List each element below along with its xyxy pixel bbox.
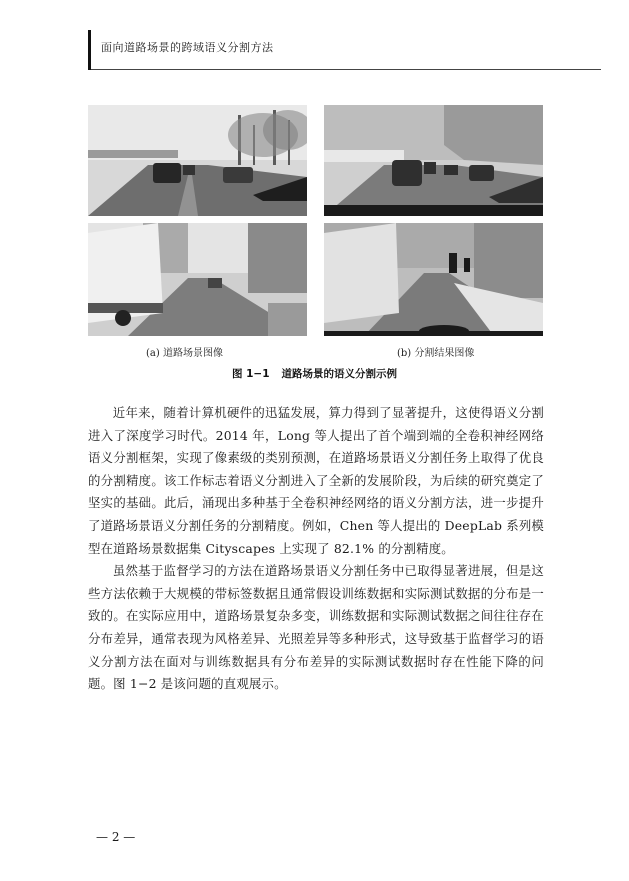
subcaption-a: (a) 道路场景图像 — [146, 348, 223, 359]
figure-caption — [0, 366, 629, 381]
body-text — [88, 402, 544, 696]
page-number: — 2 — — [96, 830, 136, 844]
road-scene-image-2 — [88, 223, 307, 336]
running-header-title: 面向道路场景的跨域语义分割方法 — [101, 41, 274, 54]
figure-caption-number: 图 1−1 — [231, 368, 270, 380]
subcaption-b: (b) 分割结果图像 — [397, 348, 475, 359]
segmentation-result-image-1 — [324, 105, 543, 216]
running-header — [88, 30, 561, 70]
paragraph: 近年来，随着计算机硬件的迅猛发展，算力得到了显著提升，这使得语义分割进入了深度学习时代。2014 年，Long 等人提出了首个端到端的全卷积神经网络语义分割框架，实现了像素级的类别预测，在道路场景语义分割任务上取得了优良的分割精度。该工作标志着语义分割进入了全新的发展阶段，为后续的研究奠定了坚实的基础。此后，涌现出多种基于全卷积神经网络的语义分割方法，进一步提升了道路场景语义分割任务的分割精度。例如，Chen 等人提出的 DeepLab 系列模型在道路场景数据集 Cityscapes 上实现了 82.1% 的分割精度。 — [88, 405, 545, 556]
paragraph: 虽然基于监督学习的方法在道路场景语义分割任务中已取得显著进展，但是这些方法依赖于大规模的带标签数据且通常假设训练数据和实际测试数据的分布是一致的。在实际应用中，道路场景复杂多变，训练数据和实际测试数据之间往往存在分布差异，通常表现为风格差异、光照差异等多种形式，这导致基于监督学习的语义分割方法在面对与训练数据具有分布差异的实际测试数据时存在性能下降的问题。图 1−2 是该问题的直观展示。 — [88, 563, 544, 692]
segmentation-result-image-2 — [324, 223, 543, 336]
figure-caption-text: 道路场景的语义分割示例 — [281, 368, 398, 380]
header-rule — [91, 69, 601, 70]
road-scene-image-1 — [88, 105, 307, 216]
